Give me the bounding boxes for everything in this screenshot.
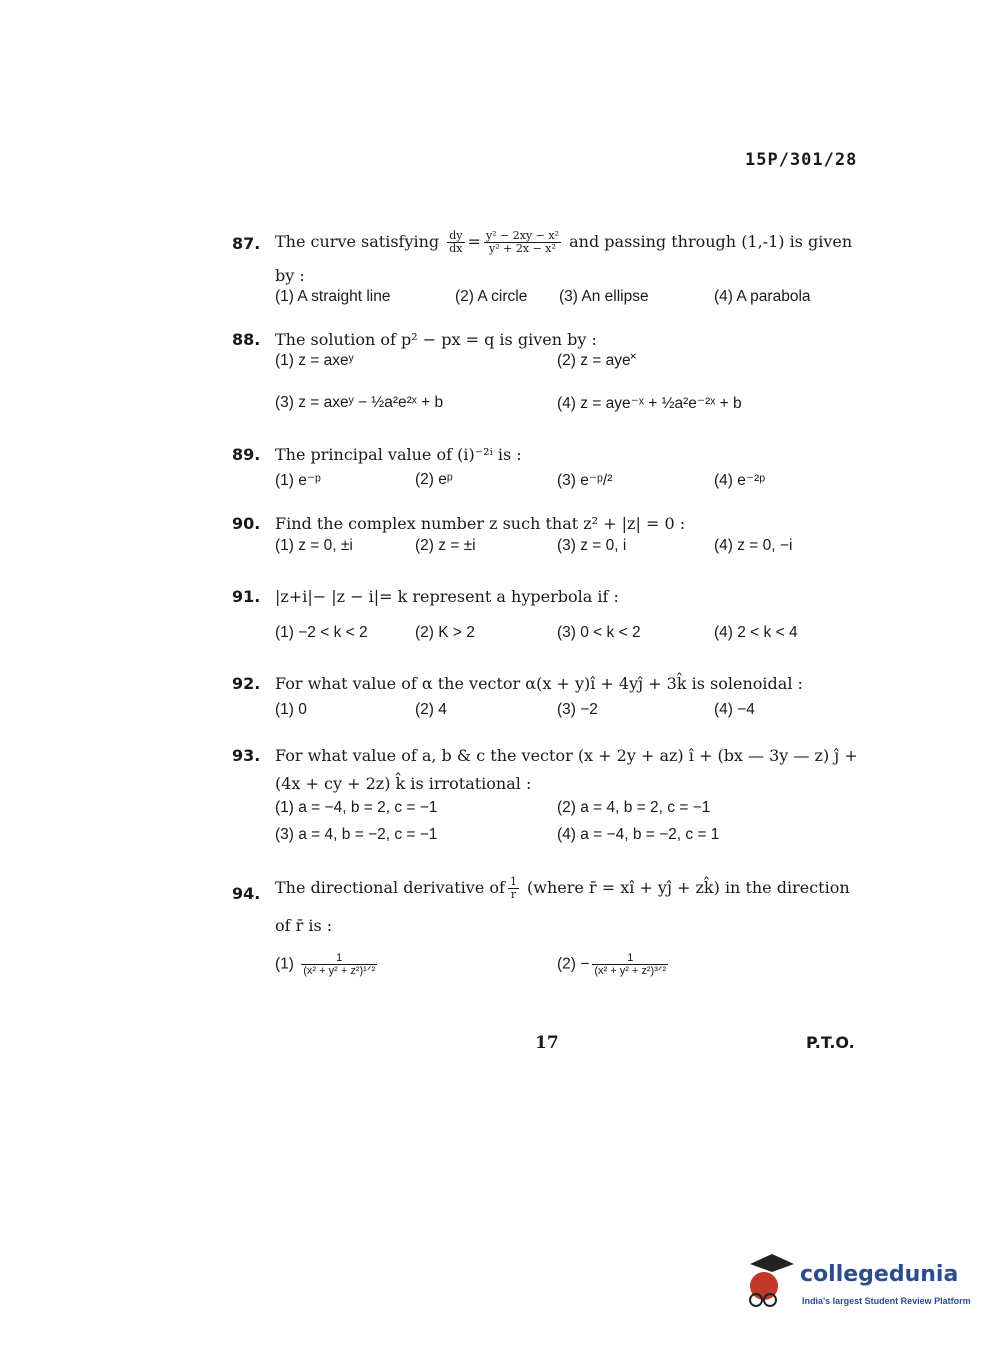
frac-den: y² + 2x − x² [489,242,556,255]
option-1: (1) e⁻ᵖ [275,472,321,489]
option-1: (1) −2 < k < 2 [275,624,368,641]
rhs-fraction [484,230,561,255]
question-text: The curve satisfying $\frac{dy}{dx}$ = $\frac{\text{y² − 2xy − x²}}{\text{y² + 2x − x²}}$ and passing through (1,-1) is given [275,229,853,255]
option-2: (2) A circle [455,288,528,305]
text-part: The directional derivative of [275,878,505,897]
frac-den: (x² + y² + z²)³ᐟ² [594,965,667,977]
option-4: (4) z = 0, −i [714,537,793,554]
option-2: (2) z = aye˟ [557,352,636,369]
inverse-r-fraction [508,876,519,901]
question-number: 94. [232,884,261,903]
option-4: (4) A parabola [714,288,811,305]
option-1: (1) a = −4, b = 2, c = −1 [275,799,438,816]
frac-den: dx [449,242,463,255]
page-number: 17 [535,1033,559,1053]
frac-num: 1 [592,952,668,965]
question-text: For what value of a, b & c the vector (x + 2y + az) î + (bx — 3y — z) ĵ + [275,746,858,765]
option-1: (1) z = 0, ±i [275,537,353,554]
minus-sign: − [580,955,590,973]
option-label: (2) [557,955,576,973]
question-text: The principal value of (i)⁻²ⁱ is : [275,445,522,464]
option-2: (2) z = ±i [415,537,476,554]
text-part: (where r̄ = xî + yĵ + zk̂) in the direction [527,878,850,897]
question-text: For what value of α the vector α(x + y)î + 4yĵ + 3k̂ is solenoidal : [275,674,803,693]
option-3: (3) e⁻ᵖ/² [557,472,613,489]
frac-den: r [510,888,517,901]
option-1: (1) 0 [275,701,307,718]
question-number: 89. [232,445,261,464]
question-text: Find the complex number z such that z² + |z| = 0 : [275,514,686,533]
option-4: (4) e⁻²ᵖ [714,472,766,489]
derivative-fraction [447,230,464,255]
question-text [275,876,850,901]
option-4: (4) z = aye⁻ˣ + ½a²e⁻²ˣ + b [557,395,742,412]
option-3: (3) −2 [557,701,598,718]
question-number: 90. [232,514,261,533]
text-part: The curve satisfying [275,232,440,251]
option-4: (4) a = −4, b = −2, c = 1 [557,826,720,843]
question-number: 93. [232,746,261,765]
question-text-cont: of r̄ is : [275,916,333,935]
mascot-icon [742,1250,798,1320]
option-3: (3) An ellipse [559,288,649,305]
option-3: (3) z = axeʸ − ½a²e²ˣ + b [275,394,444,411]
option-1 [275,952,380,977]
frac-num: 1 [301,952,377,965]
option-3: (3) a = 4, b = −2, c = −1 [275,826,438,843]
frac-num: y² − 2xy − x² [485,229,560,242]
logo-wordmark: collegedunia [800,1262,959,1287]
collegedunia-logo [742,1250,972,1320]
text-part: and passing through (1,-1) is given [569,232,853,251]
option-2: (2) K > 2 [415,624,475,641]
question-number: 87. [232,234,261,253]
frac-den: (x² + y² + z²)¹ᐟ² [303,965,376,977]
option-3: (3) 0 < k < 2 [557,624,641,641]
question-number: 92. [232,674,261,693]
question-text: |z+i|− |z − i|= k represent a hyperbola if : [275,587,619,606]
question-number: 91. [232,587,261,606]
question-number: 88. [232,330,261,349]
frac-num: 1 [509,875,517,888]
option-fraction [592,952,668,977]
option-4: (4) 2 < k < 4 [714,624,798,641]
logo-tagline: India's largest Student Review Platform [802,1296,971,1306]
option-1: (1) A straight line [275,288,391,305]
option-2: (2) eᵖ [415,471,453,488]
question-text-cont: by : [275,266,305,285]
option-2 [557,952,671,977]
option-fraction [301,952,377,977]
pto-label: P.T.O. [806,1033,855,1052]
option-2: (2) 4 [415,701,447,718]
paper-code: 15P/301/28 [745,150,858,170]
question-text: The solution of p² − px = q is given by : [275,330,597,349]
option-1: (1) z = axeʸ [275,352,354,369]
option-3: (3) z = 0, i [557,537,627,554]
question-text-cont: (4x + cy + 2z) k̂ is irrotational : [275,774,532,793]
frac-num: dy [449,229,463,242]
option-label: (1) [275,955,294,973]
option-4: (4) −4 [714,701,755,718]
option-2: (2) a = 4, b = 2, c = −1 [557,799,711,816]
